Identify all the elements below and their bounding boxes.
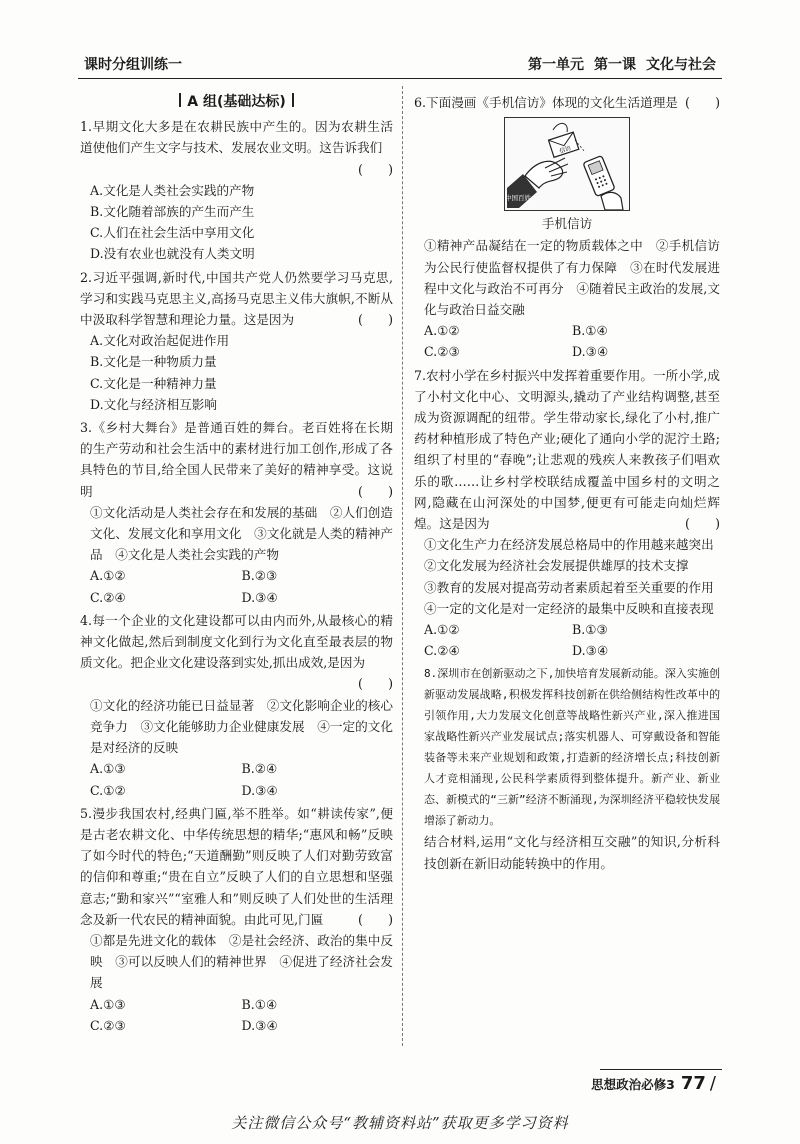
question-stem: 2.习近平强调,新时代,中国共产党人仍然要学习马克思,学习和实践马克思主义,高扬马克思主义伟大旗帜,不断从中汲取科学智慧和理论力量。这是因为 ( ) bbox=[80, 267, 393, 331]
group-title: A 组(基础达标) bbox=[80, 92, 393, 113]
option-grid bbox=[414, 320, 720, 362]
option-b[interactable]: B.文化是一种物质力量 bbox=[90, 354, 217, 370]
option-a[interactable]: A.①② bbox=[90, 568, 126, 584]
question-7 bbox=[414, 365, 720, 662]
statement-1: ①文化生产力在经济发展总格局中的作用越来越突出 bbox=[424, 537, 714, 553]
option-b[interactable]: B.①④ bbox=[572, 323, 608, 339]
option-d[interactable]: D.③④ bbox=[241, 782, 278, 798]
option-grid bbox=[80, 565, 393, 607]
statement-3: ③教育的发展对提高劳动者素质起着至关重要的作用 bbox=[424, 579, 714, 595]
column-divider bbox=[402, 86, 403, 1046]
option-b[interactable]: B.②④ bbox=[241, 761, 278, 777]
question-stem: 1.早期文化大多是在农耕民族中产生的。因为农耕生活道使他们产生文字与技术、发展农业文明。这告诉我们 ( ) bbox=[80, 116, 393, 158]
answer-blank[interactable]: ( ) bbox=[357, 676, 393, 692]
option-d[interactable]: D.③④ bbox=[572, 344, 609, 360]
option-d[interactable]: D.③④ bbox=[572, 643, 609, 659]
watermark-text: 关注微信公众号“教辅资料站”获取更多学习资料 bbox=[231, 1114, 569, 1132]
page-number: 77 bbox=[680, 1073, 706, 1094]
question-6 bbox=[414, 92, 720, 363]
statement-list: ①文化的经济功能已日益显著 ②文化影响企业的核心竞争力 ③文化能够助力企业健康发展 ④一定的文化是对经济的反映 bbox=[90, 697, 393, 756]
left-column bbox=[80, 92, 393, 1038]
option-c[interactable]: C.②④ bbox=[424, 643, 460, 659]
question-8 bbox=[414, 663, 720, 873]
question-stem: 3.《乡村大舞台》是普通百姓的舞台。老百姓将在长期的生产劳动和社会生活中的素材进行加工创作,形成了各具特色的节目,给全国人民带来了美好的精神享受。这说明 ( ) bbox=[80, 417, 393, 502]
statement-list: ①文化活动是人类社会存在和发展的基础 ②人们创造文化、发展文化和享用文化 ③文化就是人类的精神产品 ④文化是人类社会实践的产物 bbox=[90, 504, 393, 563]
right-hand-shape bbox=[601, 193, 623, 211]
option-b[interactable]: B.①③ bbox=[572, 622, 608, 638]
statement-2: ②文化发展为经济社会发展提供雄厚的技术支撑 bbox=[424, 558, 689, 574]
option-d[interactable]: D.没有农业也就没有人类文明 bbox=[90, 246, 255, 262]
question-stem: 4.每一个企业的文化建设都可以由内而外,从最核心的精神文化做起,然后到制度文化到行为文化直至最表层的物质文化。把企业文化建设落到实处,抓出成效,是因为 ( ) bbox=[80, 610, 393, 674]
envelope-icon bbox=[548, 132, 578, 157]
book-title: 思想政治必修3 bbox=[591, 1077, 675, 1092]
right-column bbox=[414, 92, 720, 876]
question-2 bbox=[80, 267, 393, 415]
question-stem: 6.下面漫画《手机信访》体现的文化生活道理是 ( ) bbox=[414, 92, 720, 113]
question-material: 8.深圳市在创新驱动之下,加快培育发展新动能。深入实施创新驱动发展战略,积极发挥科技创新在供给侧结构性改革中的引领作用,大力发展文化创意等战略性新兴产业,深入推进国家战略性新兴产业发展试点;落实机器人、可穿戴设备和智能装备等未来产业规划和政策,打造新的经济增长点;科技创新人才竞相涌现,公民科学素质得到整体提升。新产业、新业态、新模式的“三新”经济不断涌现,为深圳经济平稳较快发展增添了新动力。 bbox=[424, 667, 720, 828]
answer-blank[interactable]: ( ) bbox=[684, 516, 720, 532]
statement-4: ④一定的文化是对一定经济的最集中反映和直接表现 bbox=[424, 600, 714, 616]
option-c[interactable]: C.文化是一种精神力量 bbox=[90, 375, 217, 391]
sleeve-label: 中国百姓 bbox=[505, 194, 531, 203]
cartoon-caption: 手机信访 bbox=[541, 216, 593, 232]
option-c[interactable]: C.①② bbox=[90, 782, 126, 798]
cartoon-phone-petition bbox=[504, 117, 630, 211]
answer-blank[interactable]: ( ) bbox=[357, 911, 393, 927]
question-task: 结合材料,运用“文化与经济相互交融”的知识,分析科技创新在新旧动能转换中的作用。 bbox=[424, 834, 720, 871]
option-grid bbox=[80, 758, 393, 800]
worksheet-title: 课时分组训练一 bbox=[84, 57, 182, 73]
option-c[interactable]: C.②③ bbox=[90, 1017, 126, 1033]
option-a[interactable]: A.①③ bbox=[90, 996, 126, 1012]
topic-label: 文化与社会 bbox=[646, 57, 716, 73]
option-grid bbox=[80, 994, 393, 1036]
option-b[interactable]: B.①④ bbox=[241, 996, 278, 1012]
answer-blank[interactable]: ( ) bbox=[357, 312, 393, 328]
option-a[interactable]: A.文化是人类社会实践的产物 bbox=[90, 182, 255, 198]
answer-blank[interactable]: ( ) bbox=[684, 95, 720, 110]
option-grid bbox=[414, 619, 720, 661]
option-a[interactable]: A.①③ bbox=[90, 761, 126, 777]
option-c[interactable]: C.人们在社会生活中享用文化 bbox=[90, 225, 255, 241]
option-c[interactable]: C.②③ bbox=[424, 344, 460, 360]
option-c[interactable]: C.②④ bbox=[90, 589, 126, 605]
question-stem: 7.农村小学在乡村振兴中发挥着重要作用。一所小学,成了小村文化中心、文明源头,撬动了产业结构调整,甚至成为资源调配的纽带。学生带动家长,绿化了小村,推广药材种植形成了特色产业;硬化了通向小学的泥泞土路;组织了村里的“春晚”;让悲观的残疾人来教孩子们唱欢乐的歌……让乡村学校联结成覆盖中国乡村的文明之网,隐藏在山河深处的中国梦,便更有可能走向灿烂辉煌。这是因为 ( ) bbox=[414, 365, 720, 535]
svg-text:信访: 信访 bbox=[558, 144, 573, 156]
option-b[interactable]: B.②③ bbox=[241, 568, 278, 584]
question-stem: 5.漫步我国农村,经典门匾,举不胜举。如“耕读传家”,便是古老农耕文化、中华传统思想的精华;“惠风和畅”反映了如今时代的特色;“天道酬勤”则反映了人们对勤劳致富的信仰和尊重;“贵在自立”反映了人们的自立思想和坚强意志;“勤和家兴”“室雅人和”则反映了人们处世的生活理念及新一代农民的精神面貌。由此可见,门匾 ( ) bbox=[80, 803, 393, 930]
lesson-label: 第一课 bbox=[594, 57, 636, 73]
phone-icon bbox=[583, 156, 615, 197]
unit-label: 第一单元 bbox=[528, 57, 584, 73]
option-d[interactable]: D.③④ bbox=[241, 589, 278, 605]
option-d[interactable]: D.③④ bbox=[241, 1017, 278, 1033]
option-a[interactable]: A.文化对政治起促进作用 bbox=[90, 333, 230, 349]
question-4 bbox=[80, 610, 393, 801]
option-a[interactable]: A.①② bbox=[424, 323, 460, 339]
question-1 bbox=[80, 116, 393, 264]
statement-list: ①都是先进文化的载体 ②是社会经济、政治的集中反映 ③可以反映人们的精神世界 ④促进了经济社会发展 bbox=[90, 932, 393, 991]
option-d[interactable]: D.文化与经济相互影响 bbox=[90, 396, 217, 412]
header-rule bbox=[78, 78, 722, 79]
statement-list: ①精神产品凝结在一定的物质载体之中 ②手机信访为公民行使监督权提供了有力保障 ③在时代发展进程中文化与政治不可再分 ④随着民主政治的发展,文化与政治日益交融 bbox=[424, 238, 720, 318]
question-5 bbox=[80, 803, 393, 1036]
footer-rule bbox=[600, 1069, 722, 1070]
answer-blank[interactable]: ( ) bbox=[357, 483, 393, 499]
option-a[interactable]: A.①② bbox=[424, 622, 460, 638]
question-3 bbox=[80, 417, 393, 608]
answer-blank[interactable]: ( ) bbox=[357, 161, 393, 177]
unit-lesson-heading bbox=[518, 54, 716, 74]
wing-shape bbox=[553, 124, 567, 133]
option-b[interactable]: B.文化随着部族的产生而产生 bbox=[90, 204, 255, 220]
page-footer: 思想政治必修3 77 / bbox=[591, 1073, 716, 1094]
